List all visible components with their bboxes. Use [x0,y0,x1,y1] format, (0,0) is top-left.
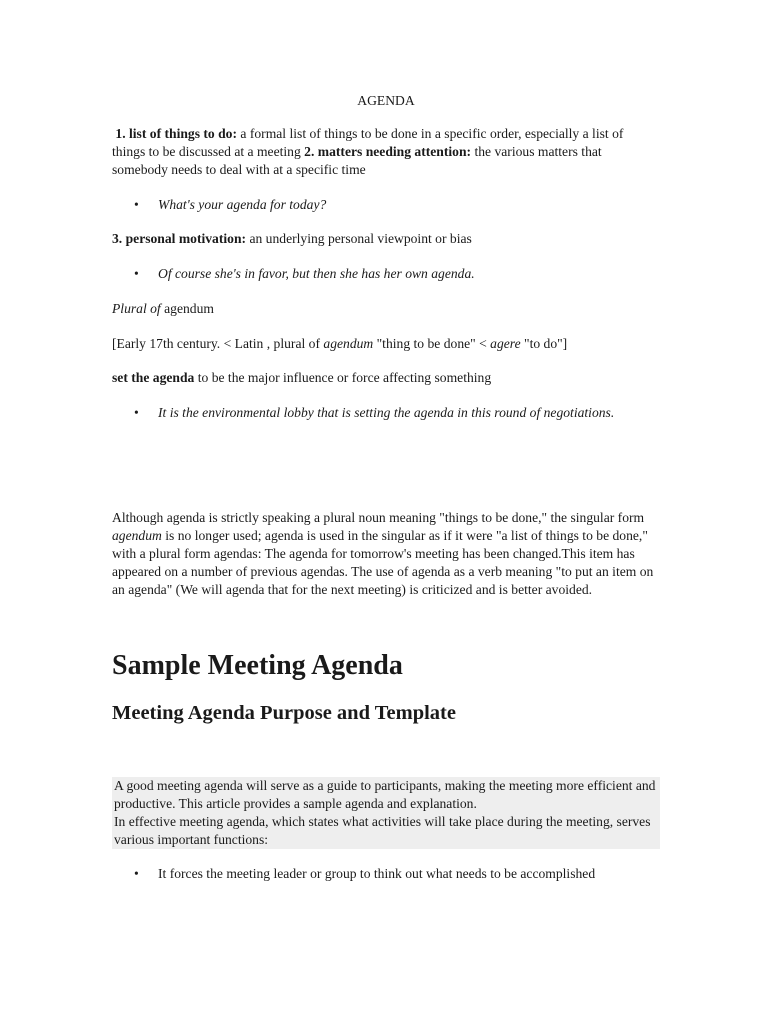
example-3-text: It is the environmental lobby that is setting the agenda in this round of negotiations. [158,405,615,420]
example-bullet-1 [132,196,658,214]
plural-label: Plural of [112,301,161,316]
definition-3-text: an underlying personal viewpoint or bias [246,231,472,246]
heading-sample-meeting-agenda: Sample Meeting Agenda [112,650,403,681]
usage-part-1: Although agenda is strictly speaking a plural noun meaning "things to be done," the singular form [112,510,645,525]
function-bullet-1 [132,865,658,883]
example-bullet-2 [132,265,658,283]
definition-2-text: the various matters that somebody needs to deal with at a specific time [112,144,602,177]
etymology-part-3: "to do"] [520,336,568,351]
definition-3-label: 3. personal motivation: [112,231,247,246]
definition-paragraph-1-2 [112,125,660,179]
etymology-word-2: agere [490,336,521,351]
usage-part-2: is no longer used; agenda is used in the singular as if it were "a list of things to be done," with a plural form agendas: The agenda for tomorrow's meeting has been changed.This item has appeared on a number of previous agendas. The use of agenda as a verb meaning "to put an item on an agenda" (We will agenda that for the next meeting) is criticized and is better avoided. [112,528,654,597]
function-1-text: It forces the meeting leader or group to think out what needs to be accomplished [158,866,596,881]
usage-word: agendum [112,528,162,543]
phrase-paragraph [112,369,660,387]
page-title: AGENDA [357,93,415,108]
definition-1-text: a formal list of things to be done in a specific order, especially a list of things to be discussed at a meeting [112,126,624,159]
phrase-label: set the agenda [112,370,195,385]
definition-1-label: 1. list of things to do: [115,126,238,141]
intro-shaded-block [112,777,660,849]
definition-2-label: 2. matters needing attention: [304,144,472,159]
bullet-icon: • [134,197,139,212]
example-1-text: What's your agenda for today? [158,197,327,212]
example-bullet-3 [132,404,658,422]
bullet-icon: • [134,405,139,420]
example-2-text: Of course she's in favor, but then she has her own agenda. [158,266,475,281]
bullet-icon: • [134,866,139,881]
etymology-word-1: agendum [323,336,374,351]
bullet-icon: • [134,266,139,281]
etymology-paragraph [112,335,660,353]
heading-purpose-and-template: Meeting Agenda Purpose and Template [112,702,456,724]
definition-paragraph-3 [112,230,660,248]
etymology-part-2: "thing to be done" < [373,336,491,351]
plural-word: agendum [160,301,214,316]
phrase-text: to be the major influence or force affecting something [194,370,492,385]
etymology-part-1: [Early 17th century. < Latin , plural of [112,336,324,351]
usage-paragraph [112,509,660,599]
intro-paragraph-1: A good meeting agenda will serve as a guide to participants, making the meeting more efficient and productive. This article provides a sample agenda and explanation. [114,778,656,811]
plural-paragraph [112,300,660,318]
intro-paragraph-2: In effective meeting agenda, which states what activities will take place during the meeting, serves various important functions: [114,814,651,847]
